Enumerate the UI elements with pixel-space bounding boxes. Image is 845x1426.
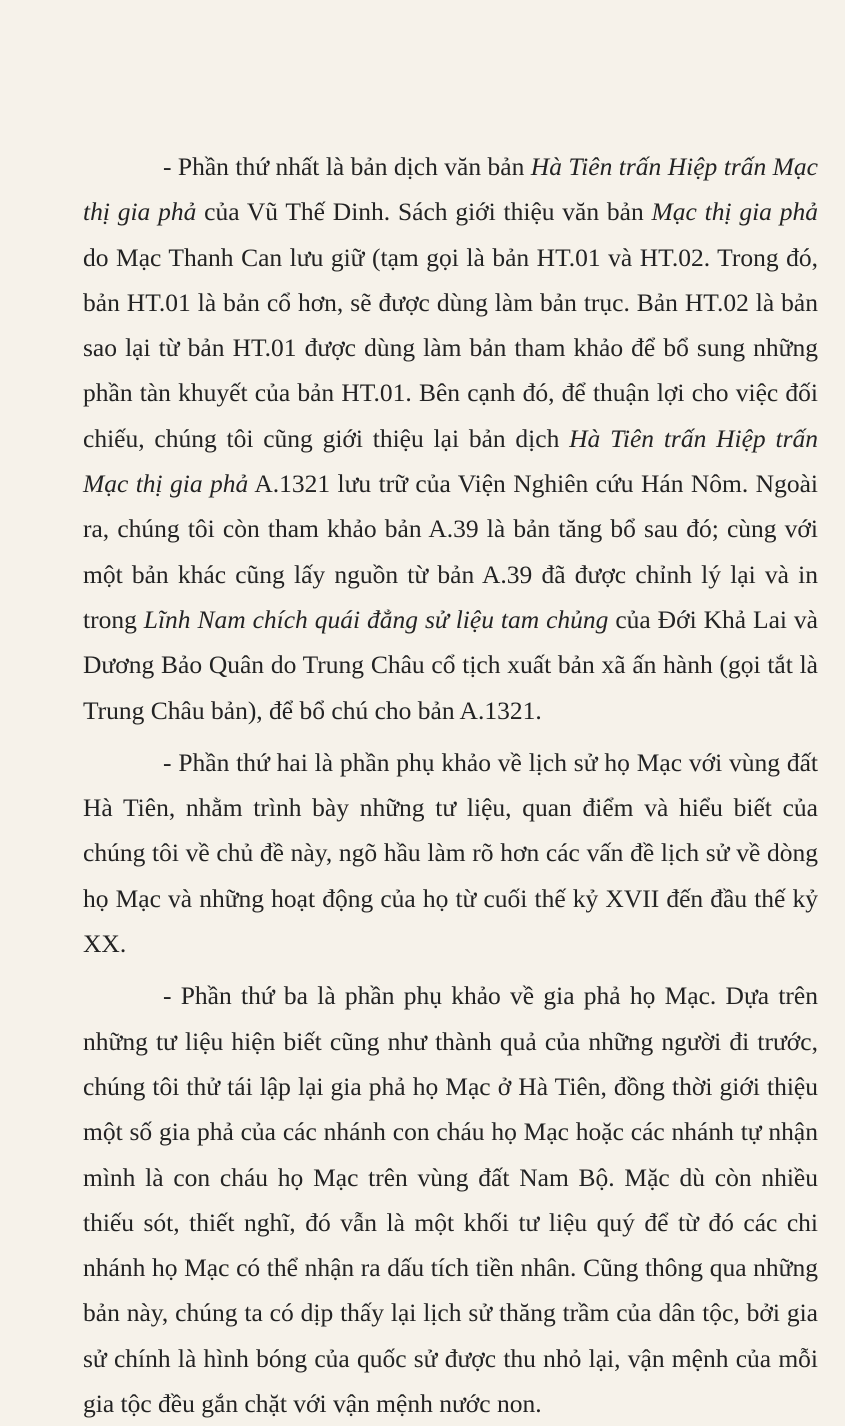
text-segment: A.1321 lưu trữ của Viện Nghiên cứu Hán Nôm. Ngoài ra, chúng tôi còn tham khảo bản A.39 là bản tăng bổ sau đó; cùng với một bản khác cũng lấy nguồn từ bản A.39 đã được chỉnh lý lại và in trong	[83, 469, 818, 634]
italic-book-title: Lĩnh Nam chích quái đẳng sử liệu tam chủng	[143, 604, 609, 634]
paragraph-part-two	[83, 740, 818, 966]
text-segment: - Phần thứ nhất là bản dịch văn bản	[163, 152, 531, 181]
book-page	[83, 144, 818, 1426]
text-segment: - Phần thứ ba là phần phụ khảo về gia phả họ Mạc. Dựa trên những tư liệu hiện biết cũng như thành quả của những người đi trước, chúng tôi thử tái lập lại gia phả họ Mạc ở Hà Tiên, đồng thời giới thiệu một số gia phả của các nhánh con cháu họ Mạc hoặc các nhánh tự nhận mình là con cháu họ Mạc trên vùng đất Nam Bộ. Mặc dù còn nhiều thiếu sót, thiết nghĩ, đó vẫn là một khối tư liệu quý để từ đó các chi nhánh họ Mạc có thể nhận ra dấu tích tiền nhân. Cũng thông qua những bản này, chúng ta có dịp thấy lại lịch sử thăng trầm của dân tộc, bởi gia sử chính là hình bóng của quốc sử được thu nhỏ lại, vận mệnh của mỗi gia tộc đều gắn chặt với vận mệnh nước non.	[83, 981, 818, 1419]
text-segment: của Đới Khả Lai và Dương Bảo Quân do Trung Châu cổ tịch xuất bản xã ấn hành (gọi tắt là Trung Châu bản), để bổ chú cho bản A.1321.	[83, 604, 818, 725]
italic-book-title: Hà Tiên trấn Hiệp trấn Mạc thị gia phả	[83, 152, 818, 227]
text-segment: - Phần thứ hai là phần phụ khảo về lịch sử họ Mạc với vùng đất Hà Tiên, nhằm trình bày những tư liệu, quan điểm và hiểu biết của chúng tôi về chủ đề này, ngõ hầu làm rõ hơn các vấn đề lịch sử về dòng họ Mạc và những hoạt động của họ từ cuối thế kỷ XVII đến đầu thế kỷ XX.	[83, 747, 818, 959]
text-segment: của Vũ Thế Dinh. Sách giới thiệu văn bản	[196, 197, 652, 227]
paragraph-part-one	[83, 144, 818, 733]
italic-book-title: Mạc thị gia phả	[651, 197, 818, 227]
italic-book-title: Hà Tiên trấn Hiệp trấn Mạc thị gia phả	[83, 423, 818, 499]
text-segment: do Mạc Thanh Can lưu giữ (tạm gọi là bản HT.01 và HT.02. Trong đó, bản HT.01 là bản cổ hơn, sẽ được dùng làm bản trục. Bản HT.02 là bản sao lại từ bản HT.01 được dùng làm bản tham khảo để bổ sung những phần tàn khuyết của bản HT.01. Bên cạnh đó, để thuận lợi cho việc đối chiếu, chúng tôi cũng giới thiệu lại bản dịch	[83, 242, 818, 453]
paragraph-part-three	[83, 973, 818, 1426]
